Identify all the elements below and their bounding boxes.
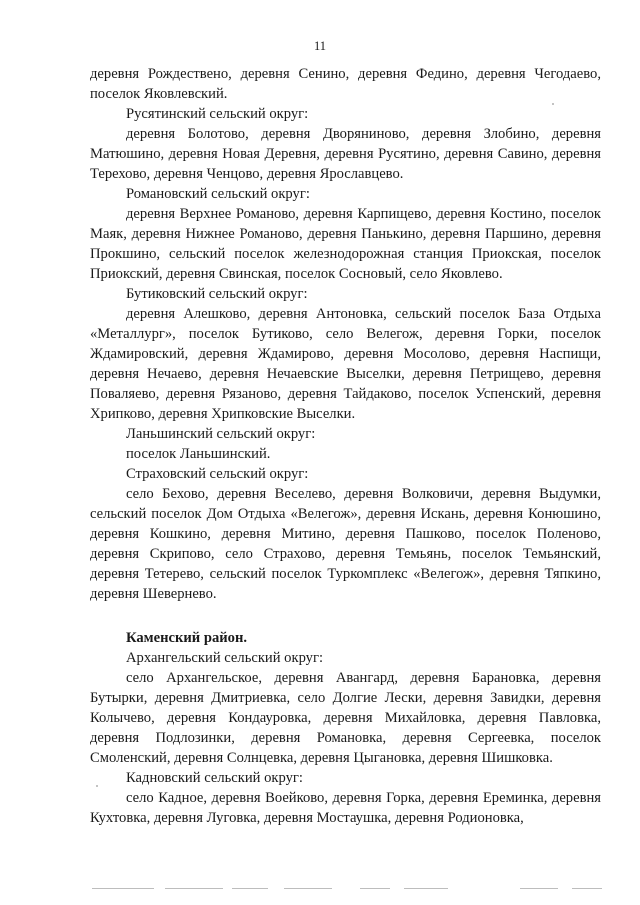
paragraph: поселок Ланьшинский.	[126, 446, 271, 462]
paragraph: Страховский сельский округ:	[126, 466, 309, 482]
paragraph: село Бехово, деревня Веселево, деревня Волковичи, деревня Выдумки, сельский поселок Дом Отдыха «Велегож», деревня Искань, деревня Конюшино, деревня Кошкино, деревня Митино, деревня Пашково, поселок Поленово, деревня Скрипово, село Страхово, деревня Темьянь, поселок Темьянский, деревня Тетерево, сельский поселок Туркомплекс «Велегож», деревня Тяпкино, деревня Шевернево.	[90, 486, 601, 602]
paragraph: Романовский сельский округ:	[126, 186, 310, 202]
scan-edge-mark	[520, 888, 558, 889]
paragraph: Архангельский сельский округ:	[126, 650, 324, 666]
section-gap	[90, 604, 601, 628]
paragraph: Русятинский сельский округ:	[126, 106, 309, 122]
paragraph: Кадновский сельский округ:	[126, 770, 303, 786]
paragraph: Бутиковский сельский округ:	[126, 286, 308, 302]
scan-edge-mark	[572, 888, 602, 889]
scan-edge-mark	[92, 888, 154, 889]
scan-edge-mark	[232, 888, 268, 889]
scan-edge-mark	[404, 888, 448, 889]
document-body	[90, 64, 601, 828]
scan-edge-mark	[284, 888, 332, 889]
paragraph: село Кадное, деревня Воейково, деревня Горка, деревня Ереминка, деревня Кухтовка, деревня Луговка, деревня Мостаушка, деревня Родионовка,	[90, 790, 601, 826]
scan-speck	[552, 103, 554, 105]
paragraph: село Архангельское, деревня Авангард, деревня Барановка, деревня Бутырки, деревня Дмитриевка, село Долгие Лески, деревня Завидки, деревня Колычево, деревня Кондауровка, деревня Михайловка, деревня Павловка, деревня Подлозинки, деревня Романовка, деревня Сергеевка, поселок Смоленский, деревня Солнцевка, деревня Цыгановка, деревня Шишковка.	[90, 670, 601, 766]
paragraph: деревня Рождествено, деревня Сенино, деревня Федино, деревня Чегодаево, поселок Яковлевский.	[90, 66, 601, 102]
paragraph: деревня Алешково, деревня Антоновка, сельский поселок База Отдыха «Металлург», поселок Бутиково, село Велегож, деревня Горки, поселок Ждамировский, деревня Ждамирово, деревня Мосолово, деревня Наспищи, деревня Нечаево, деревня Нечаевские Выселки, деревня Петрищево, деревня Поваляево, деревня Рязаново, деревня Тайдаково, поселок Успенский, деревня Хрипково, деревня Хрипковские Выселки.	[90, 306, 601, 422]
scan-edge-mark	[165, 888, 223, 889]
paragraph: деревня Болотово, деревня Дворяниново, деревня Злобино, деревня Матюшино, деревня Новая Деревня, деревня Русятино, деревня Савино, деревня Терехово, деревня Ченцово, деревня Ярославцево.	[90, 126, 601, 182]
paragraph: деревня Верхнее Романово, деревня Карпищево, деревня Костино, поселок Маяк, деревня Нижнее Романово, деревня Панькино, деревня Паршино, деревня Прокшино, сельский поселок железнодорожная станция Приокская, поселок Приокский, деревня Свинская, поселок Сосновый, село Яковлево.	[90, 206, 601, 282]
section-heading: Каменский район.	[126, 630, 248, 646]
paragraph: Ланьшинский сельский округ:	[126, 426, 316, 442]
page-number: 11	[313, 39, 327, 53]
scan-speck	[96, 785, 98, 787]
scan-edge-mark	[360, 888, 390, 889]
